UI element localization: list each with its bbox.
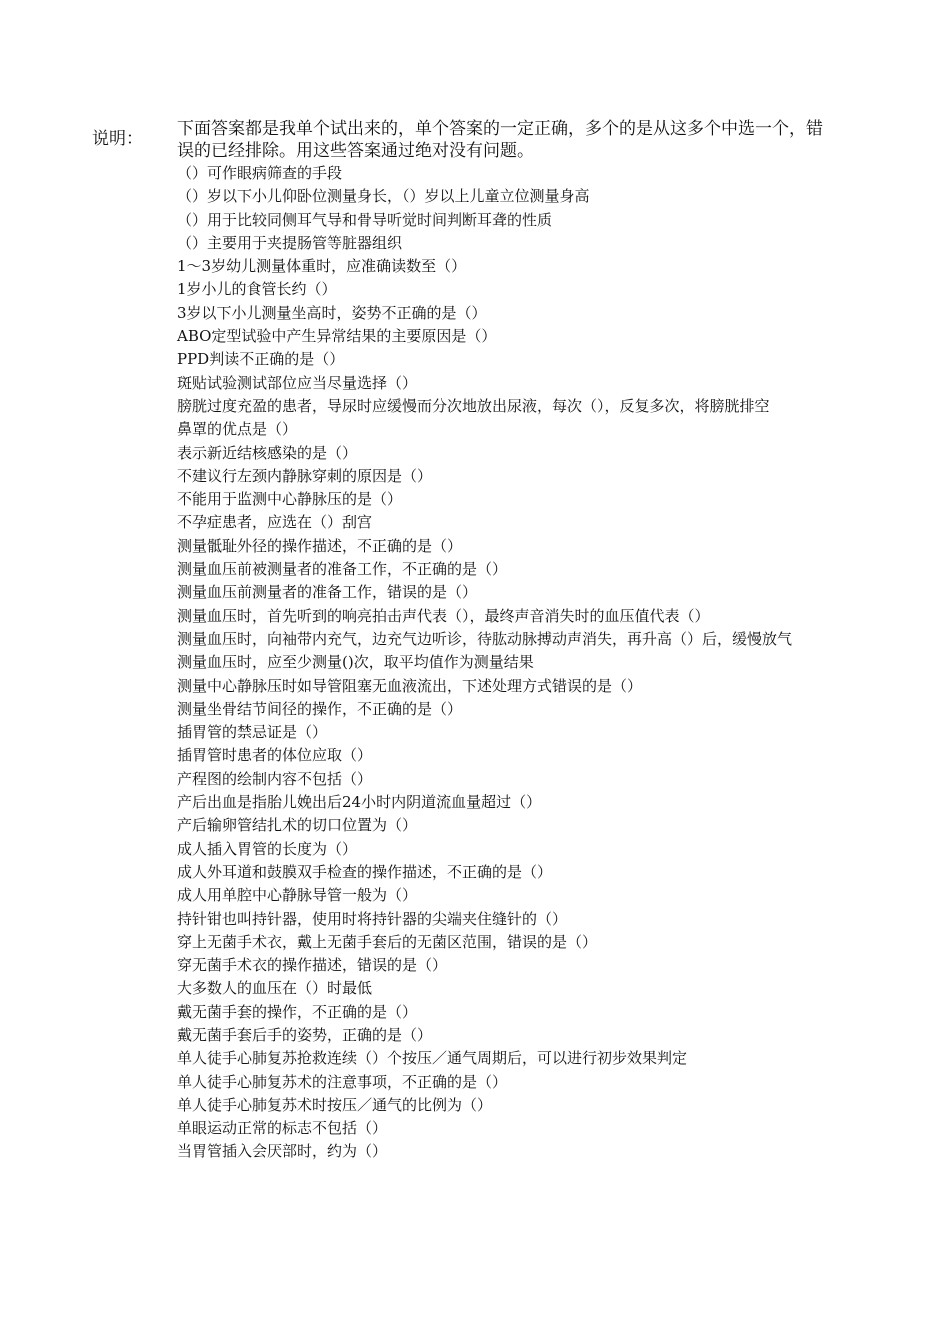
question-item: 测量血压时，向袖带内充气，边充气边听诊，待肱动脉搏动声消失，再升高（）后，缓慢放气: [177, 629, 793, 648]
note-intro: 下面答案都是我单个试出来的，单个答案的一定正确，多个的是从这多个中选一个，错误的已经排除。用这些答案通过绝对没有问题。: [177, 119, 823, 161]
question-item: （）用于比较同侧耳气导和骨导听觉时间判断耳聋的性质: [177, 210, 553, 229]
question-item: 测量血压前被测量者的准备工作，不正确的是（）: [177, 560, 508, 579]
question-item: 穿无菌手术衣的操作描述，错误的是（）: [177, 956, 448, 975]
question-item: 不建议行左颈内静脉穿刺的原因是（）: [177, 466, 433, 485]
question-item: 鼻罩的优点是（）: [177, 420, 298, 439]
question-item: 戴无菌手套的操作，不正确的是（）: [177, 1002, 418, 1021]
question-item: 产后出血是指胎儿娩出后24小时内阴道流血量超过（）: [177, 793, 542, 812]
question-item: 大多数人的血压在（）时最低: [177, 979, 373, 998]
note-label: 说明：: [92, 129, 143, 149]
question-item: 单人徒手心肺复苏抢救连续（）个按压／通气周期后，可以进行初步效果判定: [177, 1049, 688, 1068]
question-item: 斑贴试验测试部位应当尽量选择（）: [177, 373, 418, 392]
question-item: 戴无菌手套后手的姿势，正确的是（）: [177, 1025, 433, 1044]
question-item: 不孕症患者，应选在（）刮宫: [177, 513, 373, 532]
question-item: 测量中心静脉压时如导管阻塞无血液流出，下述处理方式错误的是（）: [177, 676, 643, 695]
question-item: 1～3岁幼儿测量体重时，应准确读数至（）: [177, 257, 467, 276]
question-item: （）岁以下小儿仰卧位测量身长，（）岁以上儿童立位测量身高: [177, 187, 590, 206]
question-item: 成人外耳道和鼓膜双手检查的操作描述，不正确的是（）: [177, 862, 553, 881]
question-item: 成人插入胃管的长度为（）: [177, 839, 358, 858]
question-item: 测量血压时，应至少测量()次，取平均值作为测量结果: [177, 653, 534, 672]
question-item: 测量血压时，首先听到的响亮拍击声代表（），最终声音消失时的血压值代表（）: [177, 606, 710, 625]
question-item: 不能用于监测中心静脉压的是（）: [177, 490, 403, 509]
question-item: 插胃管的禁忌证是（）: [177, 723, 328, 742]
question-item: 产后输卵管结扎术的切口位置为（）: [177, 816, 418, 835]
question-list: [177, 163, 837, 1165]
question-item: （）可作眼病筛查的手段: [177, 164, 343, 182]
question-item: 3岁以下小儿测量坐高时，姿势不正确的是（）: [177, 303, 487, 322]
question-item: 测量坐骨结节间径的操作，不正确的是（）: [177, 699, 463, 718]
question-item: 测量血压前测量者的准备工作，错误的是（）: [177, 583, 478, 602]
question-item: 当胃管插入会厌部时，约为（）: [177, 1142, 388, 1161]
question-item: ABO定型试验中产生异常结果的主要原因是（）: [177, 327, 497, 346]
question-item: 测量骶耻外径的操作描述，不正确的是（）: [177, 536, 463, 555]
question-item: 成人用单腔中心静脉导管一般为（）: [177, 886, 418, 905]
question-item: 穿上无菌手术衣，戴上无菌手套后的无菌区范围，错误的是（）: [177, 932, 598, 951]
question-item: 插胃管时患者的体位应取（）: [177, 746, 373, 765]
question-item: 产程图的绘制内容不包括（）: [177, 769, 373, 788]
question-item: （）主要用于夹提肠管等脏器组织: [177, 233, 403, 252]
question-item: 单人徒手心肺复苏术的注意事项，不正确的是（）: [177, 1072, 508, 1091]
question-item: PPD判读不正确的是（）: [177, 350, 345, 369]
question-item: 表示新近结核感染的是（）: [177, 443, 358, 462]
question-item: 持针钳也叫持针器，使用时将持针器的尖端夹住缝针的（）: [177, 909, 568, 928]
question-item: 单眼运动正常的标志不包括（）: [177, 1119, 388, 1138]
question-item: 单人徒手心肺复苏术时按压／通气的比例为（）: [177, 1095, 493, 1114]
question-item: 膀胱过度充盈的患者，导尿时应缓慢而分次地放出尿液，每次（），反复多次，将膀胱排空: [177, 396, 770, 415]
question-item: 1岁小儿的食管长约（）: [177, 280, 337, 299]
